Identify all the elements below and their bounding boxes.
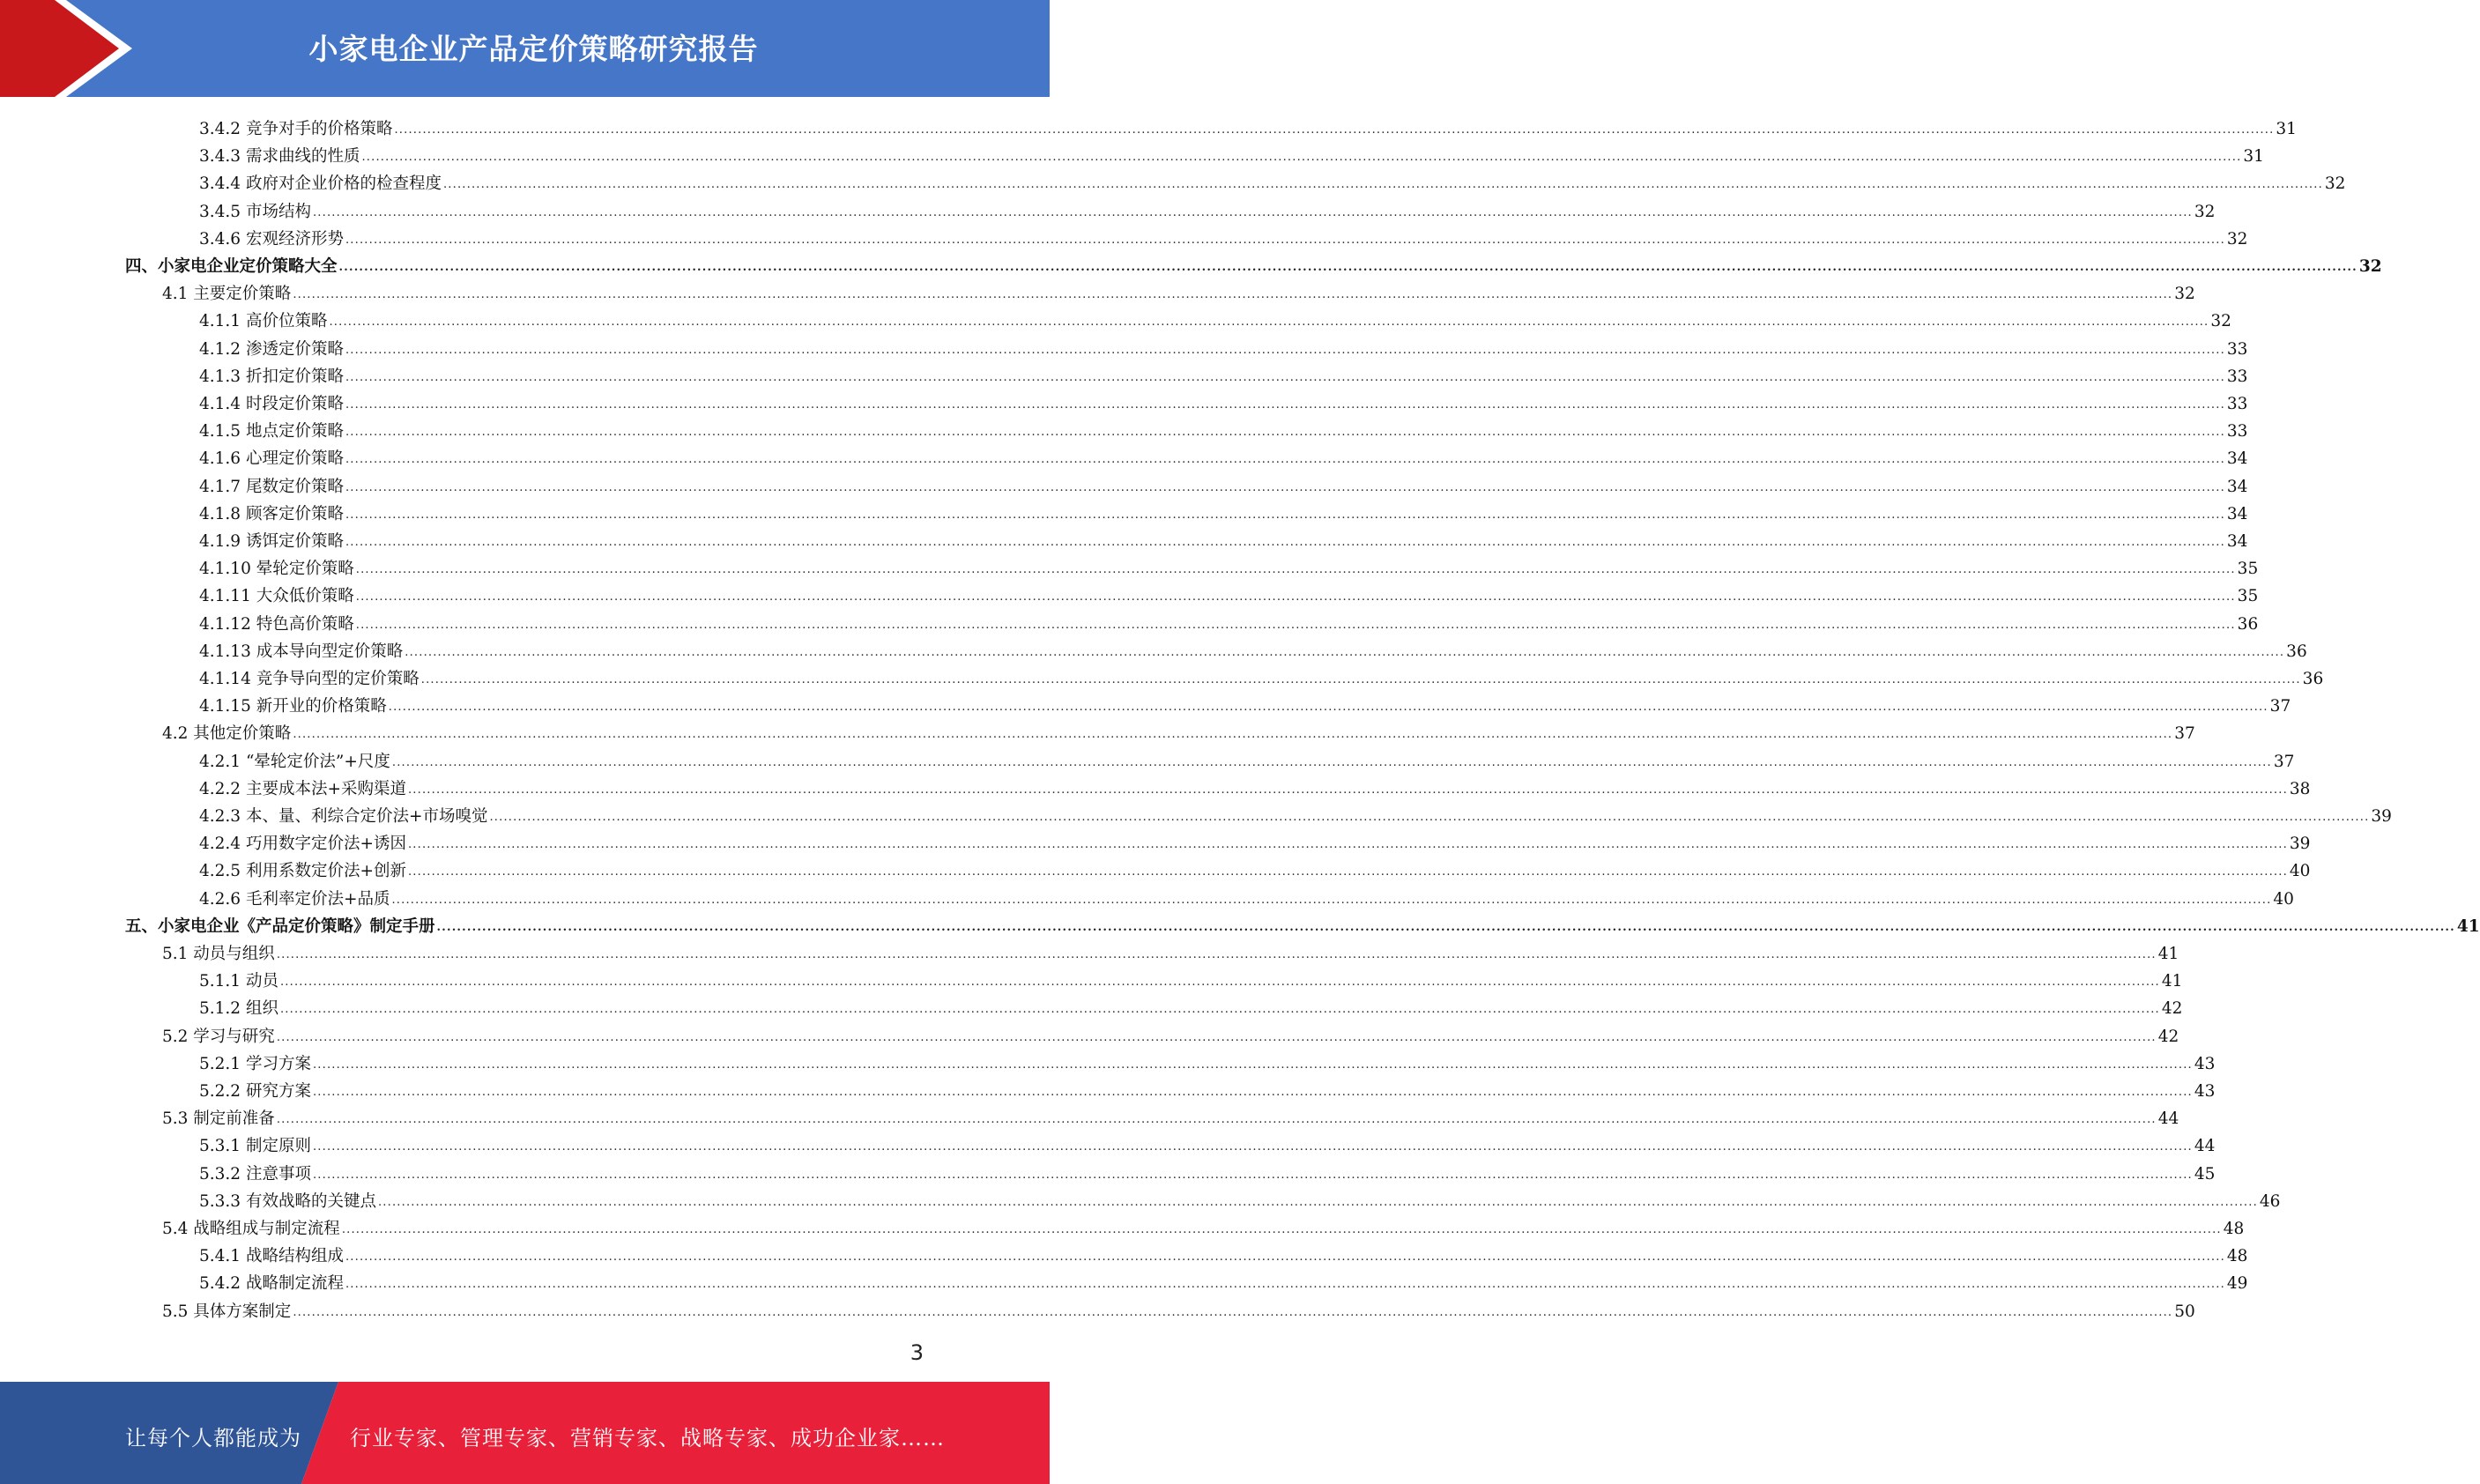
toc-entry-label: 5.1.2 组织 — [199, 999, 278, 1019]
toc-entry-label: 4.2.5 利用系数定价法+创新 — [199, 862, 406, 881]
toc-entry[interactable] — [162, 278, 2195, 305]
toc-entry[interactable] — [125, 910, 2480, 938]
toc-entry-label: 5.4.2 战略制定流程 — [199, 1274, 344, 1294]
toc-entry[interactable] — [162, 717, 2195, 745]
toc-dot-leader: ................................................................................................................................................................................................................................................................................................................................................................................................................ — [420, 673, 2301, 686]
toc-entry-label: 四、小家电企业定价策略大全 — [125, 257, 338, 276]
toc-entry[interactable] — [199, 992, 2183, 1020]
toc-dot-leader: ................................................................................................................................................................................................................................................................................................................................................................................................................ — [405, 645, 2285, 659]
toc-dot-leader: ................................................................................................................................................................................................................................................................................................................................................................................................................ — [341, 1223, 2222, 1236]
toc-entry-page: 46 — [2259, 1191, 2281, 1211]
toc-dot-leader: ................................................................................................................................................................................................................................................................................................................................................................................................................ — [345, 536, 2225, 549]
toc-dot-leader: ................................................................................................................................................................................................................................................................................................................................................................................................................ — [442, 178, 2323, 192]
toc-entry-page: 40 — [2273, 889, 2294, 909]
toc-entry[interactable] — [199, 663, 2324, 690]
toc-entry-label: 3.4.6 宏观经济形势 — [199, 229, 344, 249]
toc-dot-leader: ................................................................................................................................................................................................................................................................................................................................................................................................................ — [355, 590, 2236, 605]
toc-dot-leader: ................................................................................................................................................................................................................................................................................................................................................................................................................ — [345, 480, 2225, 494]
toc-entry[interactable] — [199, 196, 2216, 223]
toc-entry[interactable] — [199, 1158, 2216, 1185]
toc-dot-leader: ................................................................................................................................................................................................................................................................................................................................................................................................................ — [377, 1195, 2258, 1209]
toc-entry-page: 36 — [2286, 642, 2307, 661]
toc-dot-leader: ................................................................................................................................................................................................................................................................................................................................................................................................................ — [388, 701, 2268, 715]
toc-entry[interactable] — [162, 938, 2179, 965]
toc-dot-leader: ................................................................................................................................................................................................................................................................................................................................................................................................................ — [345, 453, 2225, 467]
toc-entry-label: 5.2.2 研究方案 — [199, 1082, 311, 1101]
toc-entry-label: 5.2.1 学习方案 — [199, 1054, 311, 1073]
toc-dot-leader: ................................................................................................................................................................................................................................................................................................................................................................................................................ — [312, 1057, 2193, 1072]
toc-entry-page: 44 — [2157, 1109, 2179, 1129]
toc-entry-page: 37 — [2269, 697, 2291, 716]
toc-entry-page: 36 — [2237, 614, 2259, 634]
toc-entry[interactable] — [199, 167, 2346, 195]
toc-dot-leader: ................................................................................................................................................................................................................................................................................................................................................................................................................ — [345, 1278, 2225, 1292]
toc-entry-label: 4.1.8 顾客定价策略 — [199, 504, 344, 523]
toc-entry-page: 31 — [2276, 120, 2297, 138]
toc-dot-leader: ................................................................................................................................................................................................................................................................................................................................................................................................................ — [279, 1003, 2160, 1017]
toc-entry[interactable] — [199, 223, 2248, 250]
toc-entry-page: 32 — [2174, 285, 2195, 304]
toc-dot-leader: ................................................................................................................................................................................................................................................................................................................................................................................................................ — [312, 205, 2193, 219]
toc-entry-page: 41 — [2456, 916, 2480, 936]
toc-dot-leader: ................................................................................................................................................................................................................................................................................................................................................................................................................ — [293, 728, 2173, 742]
toc-entry-page: 35 — [2237, 587, 2259, 606]
toc-entry[interactable] — [199, 800, 2392, 827]
toc-entry-page: 34 — [2226, 532, 2248, 551]
toc-entry-label: 五、小家电企业《产品定价策略》制定手册 — [125, 916, 435, 936]
toc-entry-label: 4.1.1 高价位策略 — [199, 312, 328, 331]
toc-dot-leader: ................................................................................................................................................................................................................................................................................................................................................................................................................ — [345, 233, 2225, 247]
toc-entry[interactable] — [199, 498, 2248, 525]
toc-dot-leader: ................................................................................................................................................................................................................................................................................................................................................................................................................ — [361, 151, 2242, 165]
toc-entry-page: 42 — [2161, 999, 2183, 1019]
toc-entry-label: 5.3.3 有效战略的关键点 — [199, 1191, 376, 1211]
toc-entry-label: 4.1.10 晕轮定价策略 — [199, 560, 354, 579]
toc-entry[interactable] — [199, 855, 2311, 882]
toc-entry-label: 4.2.4 巧用数字定价法+诱因 — [199, 835, 406, 854]
toc-entry[interactable] — [162, 1020, 2179, 1048]
toc-entry-page: 32 — [2226, 229, 2248, 249]
toc-entry-label: 5.2 学习与研究 — [162, 1027, 275, 1046]
toc-entry-label: 4.1.7 尾数定价策略 — [199, 477, 344, 496]
toc-dot-leader: ................................................................................................................................................................................................................................................................................................................................................................................................................ — [312, 1086, 2193, 1099]
toc-entry[interactable] — [199, 965, 2183, 992]
toc-entry[interactable] — [199, 553, 2259, 580]
report-title: 小家电企业产品定价策略研究报告 — [308, 32, 759, 66]
toc-dot-leader: ................................................................................................................................................................................................................................................................................................................................................................................................................ — [276, 1030, 2157, 1044]
toc-entry-label: 4.2.6 毛利率定价法+品质 — [199, 889, 390, 909]
toc-entry[interactable] — [199, 883, 2294, 910]
toc-entry[interactable] — [199, 471, 2248, 498]
toc-entry-label: 5.1 动员与组织 — [162, 945, 275, 963]
toc-entry[interactable] — [199, 1185, 2281, 1213]
toc-entry[interactable] — [199, 442, 2248, 470]
toc-entry-page: 36 — [2302, 670, 2324, 688]
toc-dot-leader: ................................................................................................................................................................................................................................................................................................................................................................................................................ — [391, 893, 2272, 907]
toc-dot-leader: ................................................................................................................................................................................................................................................................................................................................................................................................................ — [279, 976, 2160, 990]
toc-entry[interactable] — [199, 525, 2248, 553]
toc-entry-page: 44 — [2194, 1137, 2216, 1156]
toc-dot-leader: ................................................................................................................................................................................................................................................................................................................................................................................................................ — [293, 1305, 2173, 1319]
toc-entry-label: 3.4.3 需求曲线的性质 — [199, 147, 360, 167]
toc-entry-page: 48 — [2223, 1220, 2245, 1238]
toc-entry-label: 4.1.11 大众低价策略 — [199, 587, 354, 606]
toc-dot-leader: ................................................................................................................................................................................................................................................................................................................................................................................................................ — [407, 838, 2288, 852]
toc-entry-label: 4.1.5 地点定价策略 — [199, 422, 344, 441]
toc-entry-label: 3.4.2 竞争对手的价格策略 — [199, 120, 393, 138]
toc-dot-leader: ................................................................................................................................................................................................................................................................................................................................................................................................................ — [355, 618, 2236, 632]
toc-entry[interactable] — [199, 305, 2231, 332]
toc-entry-label: 4.1.3 折扣定价策略 — [199, 367, 344, 386]
toc-entry-page: 43 — [2194, 1082, 2216, 1101]
toc-dot-leader: ................................................................................................................................................................................................................................................................................................................................................................................................................ — [345, 1250, 2225, 1265]
toc-entry-label: 4.2.3 本、量、利综合定价法+市场嗅觉 — [199, 807, 488, 826]
toc-entry-page: 40 — [2289, 862, 2311, 881]
toc-entry-label: 4.1.14 竞争导向型的定价策略 — [199, 670, 420, 688]
toc-entry-page: 38 — [2289, 779, 2311, 798]
toc-entry-label: 4.1.2 渗透定价策略 — [199, 339, 344, 359]
toc-entry[interactable] — [162, 1213, 2245, 1240]
toc-entry[interactable] — [199, 1267, 2248, 1295]
toc-entry[interactable] — [162, 1102, 2179, 1130]
toc-entry-page: 31 — [2243, 147, 2264, 167]
toc-entry-page: 32 — [2324, 174, 2346, 194]
toc-dot-leader: ................................................................................................................................................................................................................................................................................................................................................................................................................ — [394, 123, 2275, 137]
toc-entry-page: 34 — [2226, 449, 2248, 469]
toc-entry-page: 37 — [2273, 752, 2295, 771]
toc-dot-leader: ................................................................................................................................................................................................................................................................................................................................................................................................................ — [338, 261, 2357, 274]
page-number: 3 — [910, 1340, 924, 1365]
toc-entry[interactable] — [199, 608, 2259, 635]
toc-entry-label: 5.3.1 制定原则 — [199, 1137, 311, 1156]
toc-dot-leader: ................................................................................................................................................................................................................................................................................................................................................................................................................ — [355, 563, 2236, 577]
toc-entry[interactable] — [199, 746, 2295, 773]
toc-dot-leader: ................................................................................................................................................................................................................................................................................................................................................................................................................ — [345, 343, 2225, 357]
toc-entry-label: 4.1.4 时段定价策略 — [199, 395, 344, 413]
footer-slogan-right: 行业专家、管理专家、营销专家、战略专家、成功企业家…… — [350, 1426, 945, 1451]
toc-entry-page: 42 — [2157, 1027, 2179, 1046]
toc-entry-label: 5.1.1 动员 — [199, 972, 278, 991]
toc-dot-leader: ................................................................................................................................................................................................................................................................................................................................................................................................................ — [345, 508, 2225, 522]
toc-entry[interactable] — [199, 140, 2264, 167]
toc-entry[interactable] — [199, 580, 2259, 607]
toc-entry-label: 4.2 其他定价策略 — [162, 724, 292, 744]
toc-dot-leader: ................................................................................................................................................................................................................................................................................................................................................................................................................ — [407, 865, 2288, 879]
toc-entry-label: 5.3 制定前准备 — [162, 1109, 275, 1129]
toc-entry-label: 4.1.12 特色高价策略 — [199, 614, 354, 634]
toc-entry-page: 41 — [2157, 945, 2179, 963]
toc-entry[interactable] — [199, 1075, 2216, 1102]
toc-entry[interactable] — [199, 635, 2307, 663]
toc-entry-page: 49 — [2226, 1274, 2248, 1294]
toc-entry-page: 43 — [2194, 1054, 2216, 1073]
toc-entry-page: 34 — [2226, 504, 2248, 523]
toc-entry-label: 4.2.1 “晕轮定价法”+尺度 — [199, 752, 390, 771]
toc-entry-page: 33 — [2226, 339, 2248, 359]
toc-dot-leader: ................................................................................................................................................................................................................................................................................................................................................................................................................ — [345, 398, 2225, 412]
toc-dot-leader: ................................................................................................................................................................................................................................................................................................................................................................................................................ — [329, 315, 2209, 330]
toc-entry-page: 50 — [2174, 1302, 2195, 1321]
toc-entry-label: 3.4.4 政府对企业价格的检查程度 — [199, 174, 442, 194]
toc-dot-leader: ................................................................................................................................................................................................................................................................................................................................................................................................................ — [489, 811, 2370, 824]
toc-entry-label: 4.1.13 成本导向型定价策略 — [199, 642, 404, 661]
toc-entry-label: 4.2.2 主要成本法+采购渠道 — [199, 779, 406, 798]
toc-entry-page: 48 — [2226, 1247, 2248, 1266]
toc-entry[interactable] — [199, 1130, 2216, 1157]
toc-dot-leader: ................................................................................................................................................................................................................................................................................................................................................................................................................ — [345, 370, 2225, 384]
toc-entry-page: 39 — [2289, 835, 2311, 854]
toc-entry-page: 37 — [2174, 724, 2195, 744]
toc-entry[interactable] — [199, 1048, 2216, 1075]
toc-entry-page: 45 — [2194, 1164, 2216, 1183]
toc-entry-label: 4.1.6 心理定价策略 — [199, 449, 344, 469]
toc-entry-page: 39 — [2371, 807, 2392, 826]
toc-dot-leader: ................................................................................................................................................................................................................................................................................................................................................................................................................ — [391, 755, 2272, 769]
toc-entry-page: 35 — [2237, 560, 2259, 579]
toc-entry-page: 33 — [2226, 422, 2248, 441]
toc-dot-leader: ................................................................................................................................................................................................................................................................................................................................................................................................................ — [276, 1113, 2157, 1127]
toc-entry[interactable] — [125, 250, 2382, 278]
toc-entry-label: 3.4.5 市场结构 — [199, 202, 311, 221]
toc-entry[interactable] — [199, 773, 2311, 800]
toc-entry-page: 32 — [2194, 202, 2216, 221]
toc-dot-leader: ................................................................................................................................................................................................................................................................................................................................................................................................................ — [407, 783, 2288, 797]
toc-dot-leader: ................................................................................................................................................................................................................................................................................................................................................................................................................ — [312, 1168, 2193, 1182]
toc-entry-label: 4.1.15 新开业的价格策略 — [199, 697, 387, 716]
toc-dot-leader: ................................................................................................................................................................................................................................................................................................................................................................................................................ — [436, 920, 2455, 934]
toc-entry[interactable] — [199, 690, 2291, 717]
toc-entry-label: 5.4 战略组成与制定流程 — [162, 1220, 340, 1238]
toc-dot-leader: ................................................................................................................................................................................................................................................................................................................................................................................................................ — [312, 1140, 2193, 1154]
toc-dot-leader: ................................................................................................................................................................................................................................................................................................................................................................................................................ — [293, 288, 2173, 302]
footer-slogan-left: 让每个人都能成为 — [125, 1426, 301, 1451]
toc-entry[interactable] — [199, 388, 2248, 415]
toc-entry-page: 41 — [2161, 972, 2183, 991]
toc-entry-label: 5.5 具体方案制定 — [162, 1302, 292, 1321]
toc-entry[interactable] — [199, 360, 2248, 388]
toc-dot-leader: ................................................................................................................................................................................................................................................................................................................................................................................................................ — [276, 948, 2157, 961]
toc-entry-label: 4.1.9 诱饵定价策略 — [199, 532, 344, 551]
page-header — [0, 0, 1050, 97]
toc-entry-label: 4.1 主要定价策略 — [162, 285, 292, 304]
toc-entry-label: 5.3.2 注意事项 — [199, 1164, 311, 1183]
toc-entry-page: 32 — [2358, 257, 2382, 276]
toc-entry-page: 32 — [2210, 312, 2231, 331]
page-footer — [0, 1382, 1050, 1484]
toc-entry-page: 34 — [2226, 477, 2248, 496]
toc-entry[interactable] — [199, 415, 2248, 442]
toc-entry[interactable] — [199, 333, 2248, 360]
toc-entry-page: 33 — [2226, 367, 2248, 386]
toc-entry[interactable] — [199, 113, 2297, 140]
toc-entry-page: 33 — [2226, 395, 2248, 413]
toc-entry[interactable] — [162, 1295, 2195, 1323]
toc-entry-label: 5.4.1 战略结构组成 — [199, 1247, 344, 1266]
toc-entry[interactable] — [199, 827, 2311, 855]
toc-entry[interactable] — [199, 1240, 2248, 1267]
toc-dot-leader: ................................................................................................................................................................................................................................................................................................................................................................................................................ — [345, 426, 2225, 440]
